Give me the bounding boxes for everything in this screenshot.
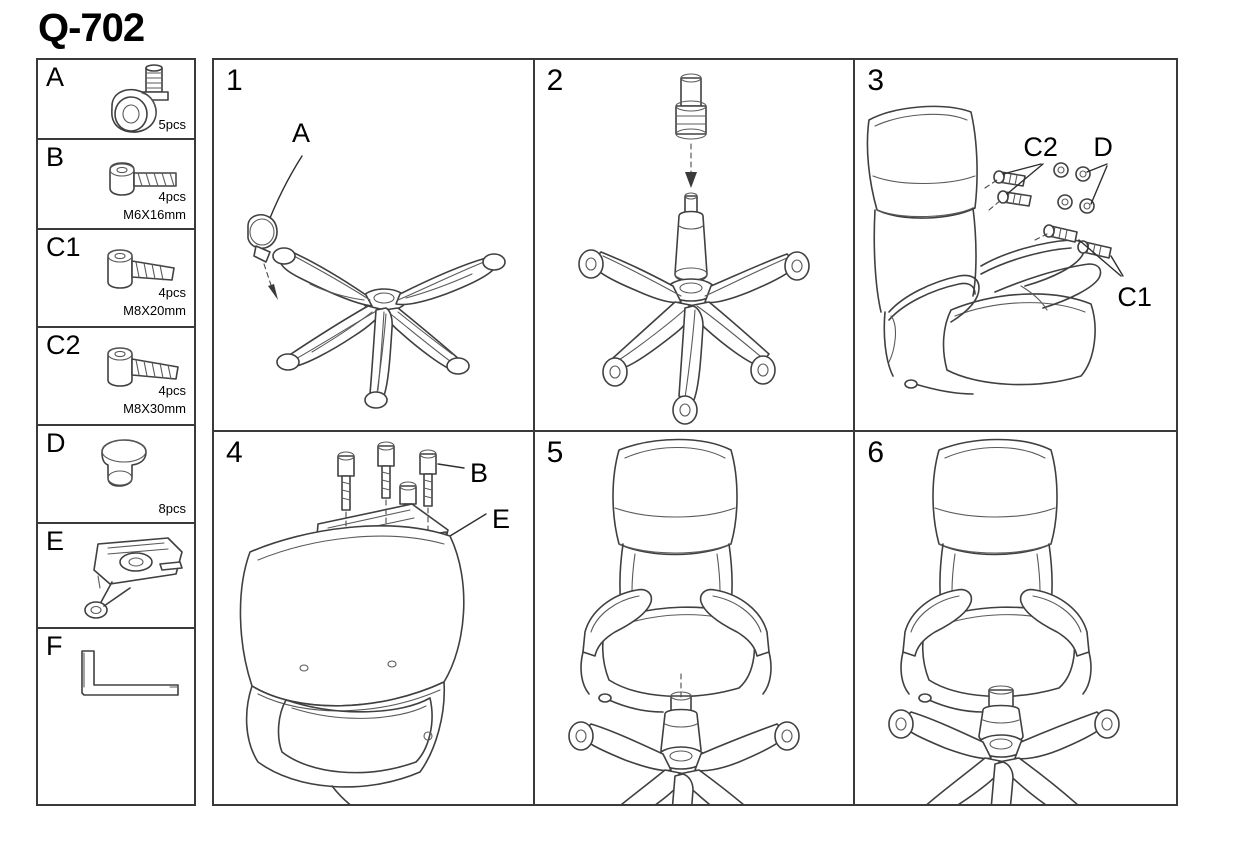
part-spec-c2: M8X30mm xyxy=(123,401,186,416)
part-row-b xyxy=(38,140,194,230)
gas-cylinder-and-base-illustration xyxy=(535,60,854,430)
callout-a: A xyxy=(292,118,311,148)
part-row-f xyxy=(38,629,194,729)
base-and-caster-illustration xyxy=(214,60,533,430)
part-letter-c2: C2 xyxy=(46,330,81,360)
part-qty-d: 8pcs xyxy=(158,501,186,516)
part-row-c2 xyxy=(38,328,194,426)
step-cell-3 xyxy=(855,60,1176,432)
step-cell-6 xyxy=(855,432,1176,804)
part-letter-f: F xyxy=(46,631,63,661)
step-number-2: 2 xyxy=(546,64,564,97)
part-row-d xyxy=(38,426,194,524)
part-letter-b: B xyxy=(46,142,65,172)
part-spec-b: M6X16mm xyxy=(123,207,186,222)
steps-grid xyxy=(212,58,1178,806)
part-qty-c2: 4pcs xyxy=(158,383,186,398)
step-cell-2 xyxy=(535,60,856,432)
callout-c2: C2 xyxy=(1023,132,1058,162)
part-letter-d: D xyxy=(46,428,66,458)
part-row-e xyxy=(38,524,194,629)
part-letter-a: A xyxy=(46,62,65,92)
step-cell-4 xyxy=(214,432,535,804)
part-spec-c1: M8X20mm xyxy=(123,303,186,318)
part-letter-e: E xyxy=(46,526,65,556)
part-row-a xyxy=(38,60,194,140)
allen-key-icon xyxy=(38,629,194,729)
completed-chair-illustration xyxy=(855,432,1176,804)
part-letter-c1: C1 xyxy=(46,232,81,262)
seat-onto-base-illustration xyxy=(535,432,854,804)
part-qty-b: 4pcs xyxy=(158,189,186,204)
part-qty-c1: 4pcs xyxy=(158,285,186,300)
step-number-1: 1 xyxy=(226,64,243,97)
seat-mechanism-mount-illustration xyxy=(214,432,533,804)
callout-e: E xyxy=(492,504,511,534)
step-number-4: 4 xyxy=(226,436,243,469)
callout-c1: C1 xyxy=(1117,282,1152,312)
step-number-5: 5 xyxy=(546,436,564,469)
seat-mechanism-icon xyxy=(38,524,194,627)
step-number-6: 6 xyxy=(867,436,885,469)
parts-list xyxy=(36,58,196,806)
callout-b: B xyxy=(470,458,489,488)
part-row-c1 xyxy=(38,230,194,328)
armrest-attachment-illustration xyxy=(855,60,1176,430)
step-number-3: 3 xyxy=(867,64,885,97)
step-cell-1 xyxy=(214,60,535,432)
callout-d: D xyxy=(1093,132,1113,162)
part-qty-a: 5pcs xyxy=(158,117,186,132)
page-title: Q-702 xyxy=(38,6,145,50)
step-cell-5 xyxy=(535,432,856,804)
